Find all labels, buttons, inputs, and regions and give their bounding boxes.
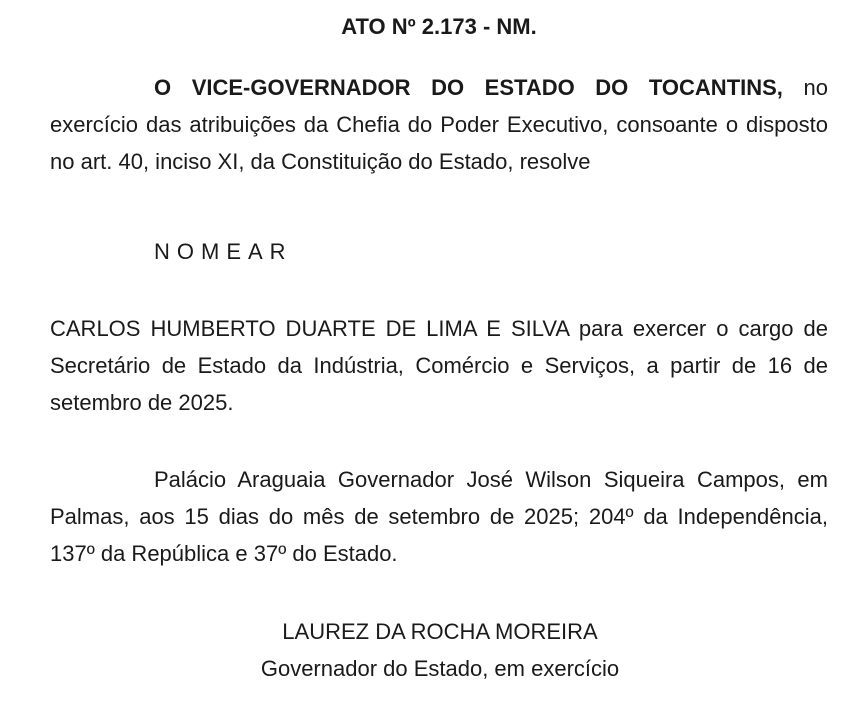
signatory-role: Governador do Estado, em exercício xyxy=(260,656,620,681)
intro-paragraph xyxy=(50,69,828,180)
appointment-paragraph: CARLOS HUMBERTO DUARTE DE LIMA E SILVA para exercer o cargo de Secretário de Estado da Indústria, Comércio e Serviços, a partir de 16 de setembro de 2025. xyxy=(50,316,828,415)
act-title: ATO Nº 2.173 - NM. xyxy=(341,14,537,39)
signatory-name: LAUREZ DA ROCHA MOREIRA xyxy=(282,619,598,644)
intro-text: no exercício das atribuições da Chefia do Poder Executivo, consoante o disposto no art. 40, inciso XI, da Constituição do Estado, resolve xyxy=(50,75,828,174)
action-verb: NOMEAR xyxy=(154,239,293,264)
place-date-paragraph: Palácio Araguaia Governador José Wilson Siqueira Campos, em Palmas, aos 15 dias do mês de setembro de 2025; 204º da Independência, 137º da República e 37º do Estado. xyxy=(50,467,828,566)
intro-authority: O VICE-GOVERNADOR DO ESTADO DO TOCANTINS, xyxy=(154,75,783,100)
